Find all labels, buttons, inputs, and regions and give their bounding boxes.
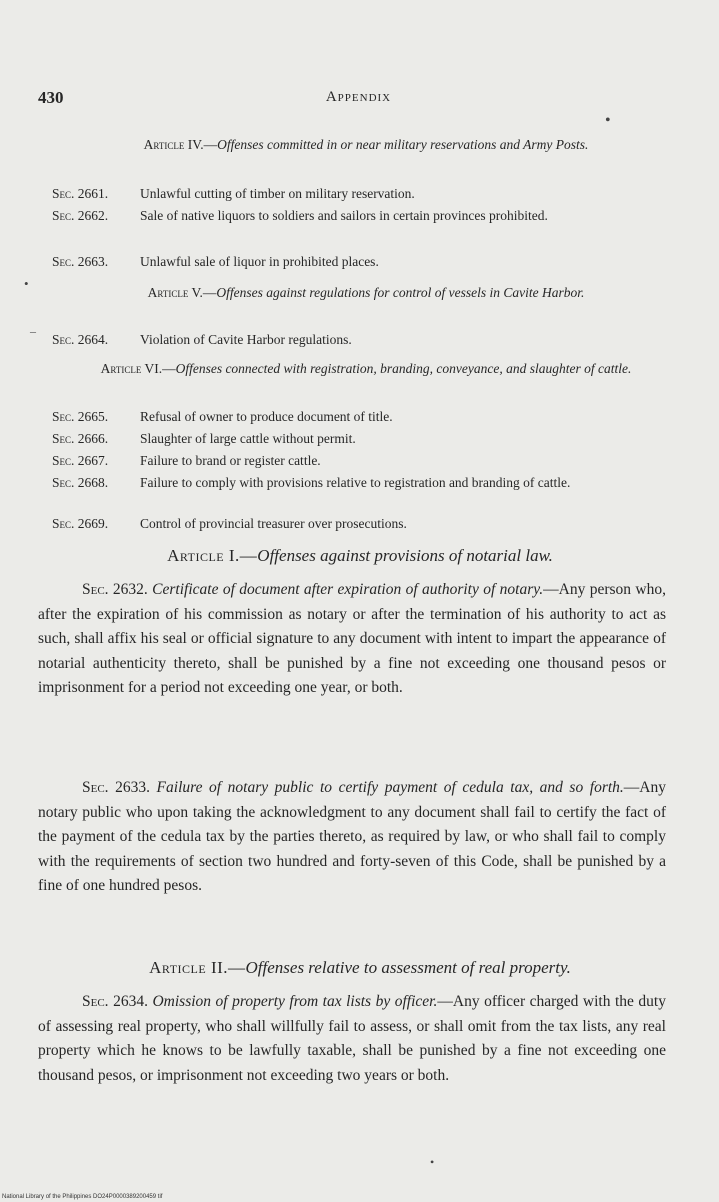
speck-mark: • — [430, 1155, 435, 1169]
running-header — [38, 88, 679, 112]
toc-article-vi: Article VI.—Offenses connected with registration, branding, conveyance, and slaughter of cattle. — [100, 361, 632, 376]
speck-mark: • — [24, 276, 29, 291]
section-2634-paragraph: Sec. 2634. Omission of property from tax lists by officer.—Any officer charged with the duty of assessing real property, who shall willfully fail to assess, or shall omit from the tax lists, any real property which he knows to be lawfully taxable, shall be punished by a fine not exceeding one thousand pesos, or imprisonment not exceeding two years or both. — [38, 993, 666, 1084]
scan-source-footer: National Library of the Philippines DO24P0000389200459 tif — [2, 1194, 163, 1200]
section-2632-paragraph: Sec. 2632. Certificate of document after expiration of authority of notary.—Any person who, after the expiration of his commission as notary or after the termination of his authority to act as such, shall affix his seal or official signature to any document with intent to impart the appearance of notarial authenticity thereto, shall be punished by a fine not exceeding one thousand pesos or imprisonment for a period not exceeding one year, or both. — [38, 581, 666, 696]
toc-article-iv: Article IV.—Offenses committed in or near military reservations and Army Posts. — [143, 137, 589, 152]
article-ii-heading: Article II.—Offenses relative to assessment of real property. — [149, 958, 571, 977]
page-number: 430 — [38, 88, 64, 107]
document-page: 430 Appendix • Article IV.—Offenses committed in or near military reservations and Army Posts. Sec. 2661. Unlawful cutting of timber on military reservation. Sec. 2662. Sale of native liquors to soldiers and sailors in certain provinces prohibited. Sec. 2663. Unlawful sale of liquor in prohibited places. • Article V.—Offenses against regulations for control of vessels in Cavite Harbor. – Sec. 2664. Violation of Cavite Harbor regulations. Article VI.—Offenses connected with registration, branding, conveyance, and slaughter of cattle. Sec. 2665. Refusal of owner to produce document of title. Sec. 2666. Slaughter of large cattle without permit. Sec. 2667. Failure to brand or register cattle. Sec. 2668. Failure to comply with provisions relative to registration and branding of cattle. Sec. 2669. Control of provincial treasurer over prosecutions. Article I.—Offenses against provisions of notarial law. Sec. 2632. Certificate of document after expiration of authority of notary.—Any person who, after the expiration of his commission as notary or after the termination of his authority to act as such, shall affix his seal or official signature to any document with intent to impart the appearance of notarial authenticity thereto, shall be punished by a fine not exceeding one thousand pesos or imprisonment for a period not exceeding one year, or both. Sec. 2633. Failure of notary public to certify payment of cedula tax, and so forth.—Any notary public who upon taking the acknowledgment to any document shall fail to certify the fact of the payment of the cedula tax by the parties thereto, as required by law, or who shall fail to comply with the requirements of section two hundred and forty-seven of this Code, shall be punished by a fine of one hundred pesos. Article II.—Offenses relative to assessment of real property. Sec. 2634. Omission of property from tax lists by officer.—Any officer charged with the duty of assessing real property, who shall willfully fail to assess, or shall omit from the tax lists, any real property which he knows to be lawfully taxable, shall be punished by a fine not exceeding one thousand pesos, or imprisonment not exceeding two years or both. • National Library of the Philippines DO24P0000389200459 tif — [0, 0, 719, 1202]
toc-article-v: Article V.—Offenses against regulations for control of vessels in Cavite Harbor. — [147, 285, 585, 300]
speck-mark: – — [30, 324, 36, 338]
running-title: Appendix — [325, 89, 392, 105]
speck-mark: • — [605, 112, 611, 129]
article-i-heading: Article I.—Offenses against provisions of notarial law. — [167, 546, 553, 565]
section-2633-paragraph: Sec. 2633. Failure of notary public to certify payment of cedula tax, and so forth.—Any notary public who upon taking the acknowledgment to any document shall fail to certify the fact of the payment of the cedula tax by the parties thereto, as required by law, or who shall fail to comply with the requirements of section two hundred and forty-seven of this Code, shall be punished by a fine of one hundred pesos. — [38, 779, 666, 894]
